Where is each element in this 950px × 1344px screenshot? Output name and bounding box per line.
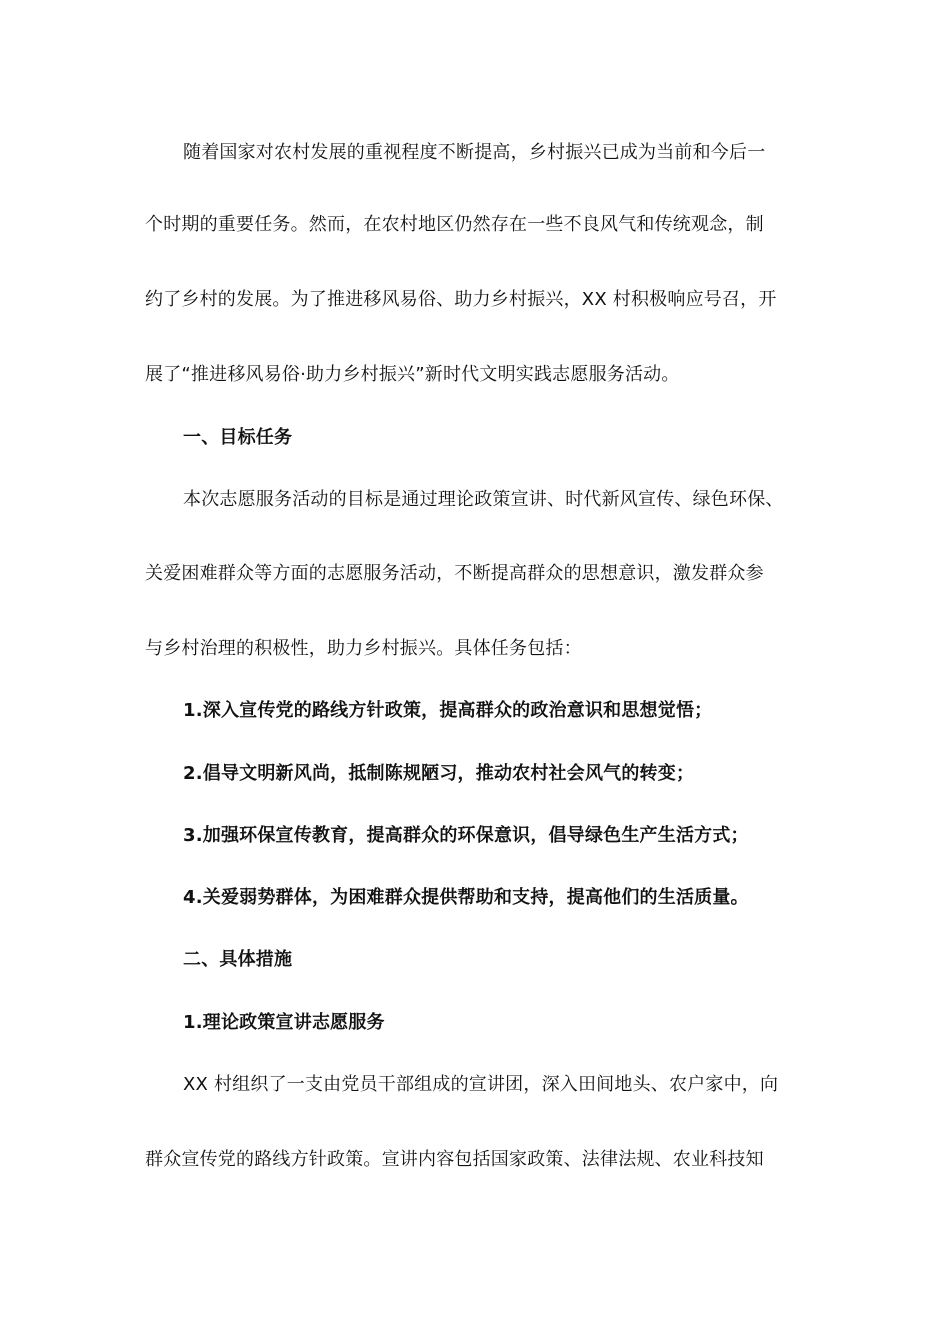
section1-para-line-3: 与乡村治理的积极性，助力乡村振兴。具体任务包括： [145,638,582,659]
section1-heading: 一、目标任务 [183,427,293,448]
task-item-1: 1.深入宣传党的路线方针政策，提高群众的政治意识和思想觉悟； [183,700,713,721]
section2-para-line-1: XX 村组织了一支由党员干部组成的宣讲团，深入田间地头、农户家中，向 [183,1074,779,1095]
section2-para-line-2: 群众宣传党的路线方针政策。宣讲内容包括国家政策、法律法规、农业科技知 [145,1149,764,1170]
task-item-2: 2.倡导文明新风尚，抵制陈规陋习，推动农村社会风气的转变； [183,763,695,784]
intro-line-2: 个时期的重要任务。然而，在农村地区仍然存在一些不良风气和传统观念，制 [145,214,764,235]
section2-heading: 二、具体措施 [183,949,293,970]
section2-subheading: 1.理论政策宣讲志愿服务 [183,1012,385,1033]
section1-para-line-2: 关爱困难群众等方面的志愿服务活动，不断提高群众的思想意识，激发群众参 [145,563,764,584]
task-item-3: 3.加强环保宣传教育，提高群众的环保意识，倡导绿色生产生活方式； [183,825,749,846]
intro-line-4: 展了“推进移风易俗·助力乡村振兴”新时代文明实践志愿服务活动。 [145,364,680,385]
task-item-4: 4.关爱弱势群体，为困难群众提供帮助和支持，提高他们的生活质量。 [183,887,749,908]
section1-para-line-1: 本次志愿服务活动的目标是通过理论政策宣讲、时代新风宣传、绿色环保、 [183,489,784,510]
intro-line-1: 随着国家对农村发展的重视程度不断提高，乡村振兴已成为当前和今后一 [183,142,766,163]
intro-line-3: 约了乡村的发展。为了推进移风易俗、助力乡村振兴，XX 村积极响应号召，开 [145,289,777,310]
